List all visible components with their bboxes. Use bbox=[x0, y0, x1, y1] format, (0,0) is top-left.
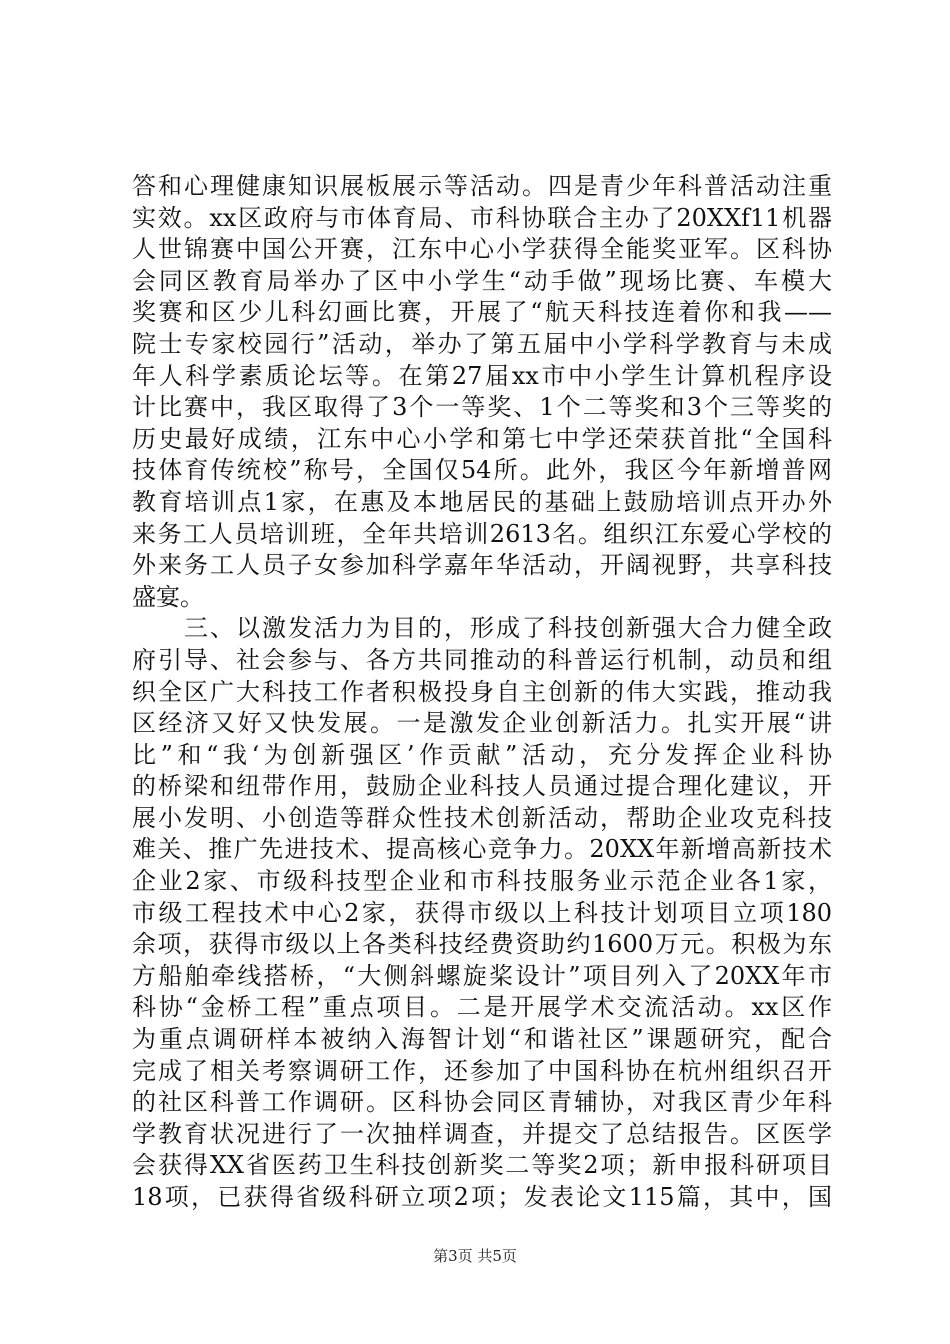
text-line: 难关、推广先进技术、提高核心竞争力。20XX年新增高新技术 bbox=[132, 835, 832, 864]
text-line: 企业2家、市级科技型企业和市科技服务业示范企业各1家， bbox=[132, 867, 832, 896]
text-line: 为重点调研样本被纳入海智计划“和谐社区”课题研究，配合 bbox=[132, 1025, 832, 1054]
text-line: 盛宴。 bbox=[132, 582, 204, 611]
text-line: 18项，已获得省级科研立项2项；发表论文115篇，其中，国 bbox=[132, 1183, 832, 1211]
text-line: 会获得XX省医药卫生科技创新奖二等奖2项；新申报科研项目 bbox=[132, 1151, 832, 1180]
text-line: 历史最好成绩，江东中心小学和第七中学还荣获首批“全国科 bbox=[132, 424, 832, 453]
text-line: 奖赛和区少儿科幻画比赛，开展了“航天科技连着你和我—— bbox=[132, 298, 832, 327]
text-line: 完成了相关考察调研工作，还参加了中国科协在杭州组织召开 bbox=[132, 1056, 832, 1085]
text-line: 展小发明、小创造等群众性技术创新活动，帮助企业攻克科技 bbox=[132, 803, 832, 832]
text-line: 区经济又好又快发展。一是激发企业创新活力。扎实开展“讲 bbox=[132, 709, 832, 738]
body-text bbox=[132, 171, 832, 1214]
text-line: 的社区科普工作调研。区科协会同区青辅协，对我区青少年科 bbox=[132, 1088, 832, 1117]
text-line: 计比赛中，我区取得了3个一等奖、1个二等奖和3个三等奖的 bbox=[132, 393, 832, 422]
text-line: 人世锦赛中国公开赛，江东中心小学获得全能奖亚军。区科协 bbox=[132, 235, 832, 264]
text-line: 会同区教育局举办了区中小学生“动手做”现场比赛、车模大 bbox=[132, 266, 832, 295]
text-line: 学教育状况进行了一次抽样调查，并提交了总结报告。区医学 bbox=[132, 1119, 832, 1148]
text-line: 教育培训点1家，在惠及本地居民的基础上鼓励培训点开办外 bbox=[132, 487, 832, 516]
text-line: 答和心理健康知识展板展示等活动。四是青少年科普活动注重 bbox=[132, 172, 832, 200]
text-line: 三、以激发活力为目的，形成了科技创新强大合力健全政 bbox=[132, 614, 832, 643]
text-line: 余项，获得市级以上各类科技经费资助约1600万元。积极为东 bbox=[132, 930, 832, 959]
text-line: 来务工人员培训班，全年共培训2613名。组织江东爱心学校的 bbox=[132, 519, 832, 548]
text-line: 科协“金桥工程”重点项目。二是开展学术交流活动。xx区作 bbox=[132, 993, 832, 1022]
page-number-footer: 第3页 共5页 bbox=[433, 1247, 517, 1265]
text-line: 外来务工人员子女参加科学嘉年华活动，开阔视野，共享科技 bbox=[132, 551, 832, 580]
text-line: 院士专家校园行”活动，举办了第五届中小学科学教育与未成 bbox=[132, 329, 832, 358]
text-line: 方船舶牵线搭桥，“大侧斜螺旋桨设计”项目列入了20XX年市 bbox=[132, 961, 832, 990]
text-line: 技体育传统校”称号，全国仅54所。此外，我区今年新增普网 bbox=[132, 456, 832, 485]
text-line: 的桥梁和纽带作用，鼓励企业科技人员通过提合理化建议，开 bbox=[132, 772, 832, 801]
text-line: 织全区广大科技工作者积极投身自主创新的伟大实践，推动我 bbox=[132, 677, 832, 706]
text-line: 年人科学素质论坛等。在第27届xx市中小学生计算机程序设 bbox=[132, 361, 832, 390]
text-line: 府引导、社会参与、各方共同推动的科普运行机制，动员和组 bbox=[132, 645, 832, 674]
text-line: 比”和“我‘为创新强区’作贡献”活动，充分发挥企业科协 bbox=[132, 740, 832, 769]
text-line: 市级工程技术中心2家，获得市级以上科技计划项目立项180 bbox=[132, 898, 832, 927]
text-line: 实效。xx区政府与市体育局、市科协联合主办了20XXf11机器 bbox=[132, 203, 832, 232]
